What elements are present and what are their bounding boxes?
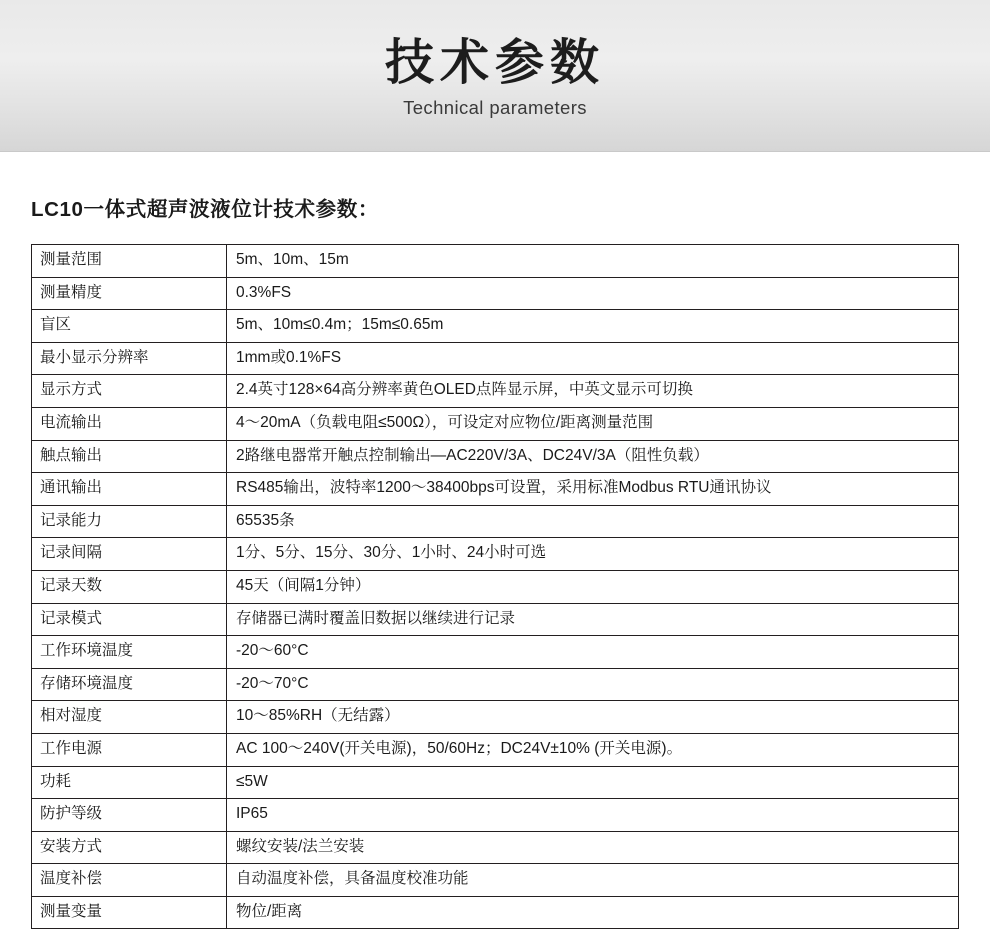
spec-key-cell: 相对湿度: [32, 701, 227, 734]
table-row: [32, 896, 959, 929]
spec-key-cell: 最小显示分辨率: [32, 342, 227, 375]
table-row: [32, 473, 959, 506]
spec-key-cell: 工作电源: [32, 733, 227, 766]
spec-value-cell: 65535条: [227, 505, 959, 538]
spec-table-container: [31, 244, 959, 929]
spec-value-cell: 1分、5分、15分、30分、1小时、24小时可选: [227, 538, 959, 571]
page-banner: [0, 0, 990, 152]
spec-key-cell: 盲区: [32, 310, 227, 343]
banner-title: 技术参数: [384, 35, 605, 90]
table-row: [32, 570, 959, 603]
spec-key-cell: 测量精度: [32, 277, 227, 310]
table-row: [32, 701, 959, 734]
table-row: [32, 799, 959, 832]
table-row: [32, 310, 959, 343]
spec-value-cell: 1mm或0.1%FS: [227, 342, 959, 375]
table-row: [32, 538, 959, 571]
table-row: [32, 342, 959, 375]
spec-key-cell: 记录模式: [32, 603, 227, 636]
spec-key-cell: 记录能力: [32, 505, 227, 538]
spec-value-cell: 4～20mA（负载电阻≤500Ω），可设定对应物位/距离测量范围: [227, 407, 959, 440]
spec-value-cell: 2路继电器常开触点控制输出—AC220V/3A、DC24V/3A（阻性负载）: [227, 440, 959, 473]
banner-subtitle: Technical parameters: [403, 97, 587, 119]
spec-table-body: [32, 245, 959, 929]
spec-key-cell: 记录天数: [32, 570, 227, 603]
table-row: [32, 277, 959, 310]
table-row: [32, 375, 959, 408]
spec-key-cell: 功耗: [32, 766, 227, 799]
table-row: [32, 831, 959, 864]
table-row: [32, 407, 959, 440]
spec-value-cell: 物位/距离: [227, 896, 959, 929]
spec-value-cell: -20～60°C: [227, 636, 959, 669]
spec-value-cell: ≤5W: [227, 766, 959, 799]
spec-key-cell: 存储环境温度: [32, 668, 227, 701]
table-row: [32, 864, 959, 897]
spec-value-cell: 0.3%FS: [227, 277, 959, 310]
spec-value-cell: IP65: [227, 799, 959, 832]
spec-key-cell: 记录间隔: [32, 538, 227, 571]
spec-value-cell: 2.4英寸128×64高分辨率黄色OLED点阵显示屏，中英文显示可切换: [227, 375, 959, 408]
spec-value-cell: 5m、10m、15m: [227, 245, 959, 278]
table-row: [32, 440, 959, 473]
spec-value-cell: 10～85%RH（无结露）: [227, 701, 959, 734]
spec-value-cell: 5m、10m≤0.4m；15m≤0.65m: [227, 310, 959, 343]
spec-key-cell: 显示方式: [32, 375, 227, 408]
spec-key-cell: 防护等级: [32, 799, 227, 832]
spec-key-cell: 通讯输出: [32, 473, 227, 506]
spec-key-cell: 测量变量: [32, 896, 227, 929]
page-title: LC10一体式超声波液位计技术参数：: [31, 198, 379, 221]
table-row: [32, 766, 959, 799]
spec-key-cell: 工作环境温度: [32, 636, 227, 669]
spec-value-cell: RS485输出，波特率1200～38400bps可设置，采用标准Modbus RTU通讯协议: [227, 473, 959, 506]
table-row: [32, 505, 959, 538]
table-row: [32, 668, 959, 701]
table-row: [32, 733, 959, 766]
spec-value-cell: 自动温度补偿，具备温度校准功能: [227, 864, 959, 897]
spec-key-cell: 安装方式: [32, 831, 227, 864]
spec-table: [31, 244, 959, 929]
spec-value-cell: -20～70°C: [227, 668, 959, 701]
table-row: [32, 603, 959, 636]
spec-value-cell: 存储器已满时覆盖旧数据以继续进行记录: [227, 603, 959, 636]
table-row: [32, 636, 959, 669]
spec-key-cell: 触点输出: [32, 440, 227, 473]
spec-value-cell: AC 100～240V(开关电源)，50/60Hz；DC24V±10% (开关电源)。: [227, 733, 959, 766]
spec-key-cell: 测量范围: [32, 245, 227, 278]
spec-key-cell: 温度补偿: [32, 864, 227, 897]
spec-value-cell: 螺纹安装/法兰安装: [227, 831, 959, 864]
spec-value-cell: 45天（间隔1分钟）: [227, 570, 959, 603]
table-row: [32, 245, 959, 278]
spec-key-cell: 电流输出: [32, 407, 227, 440]
